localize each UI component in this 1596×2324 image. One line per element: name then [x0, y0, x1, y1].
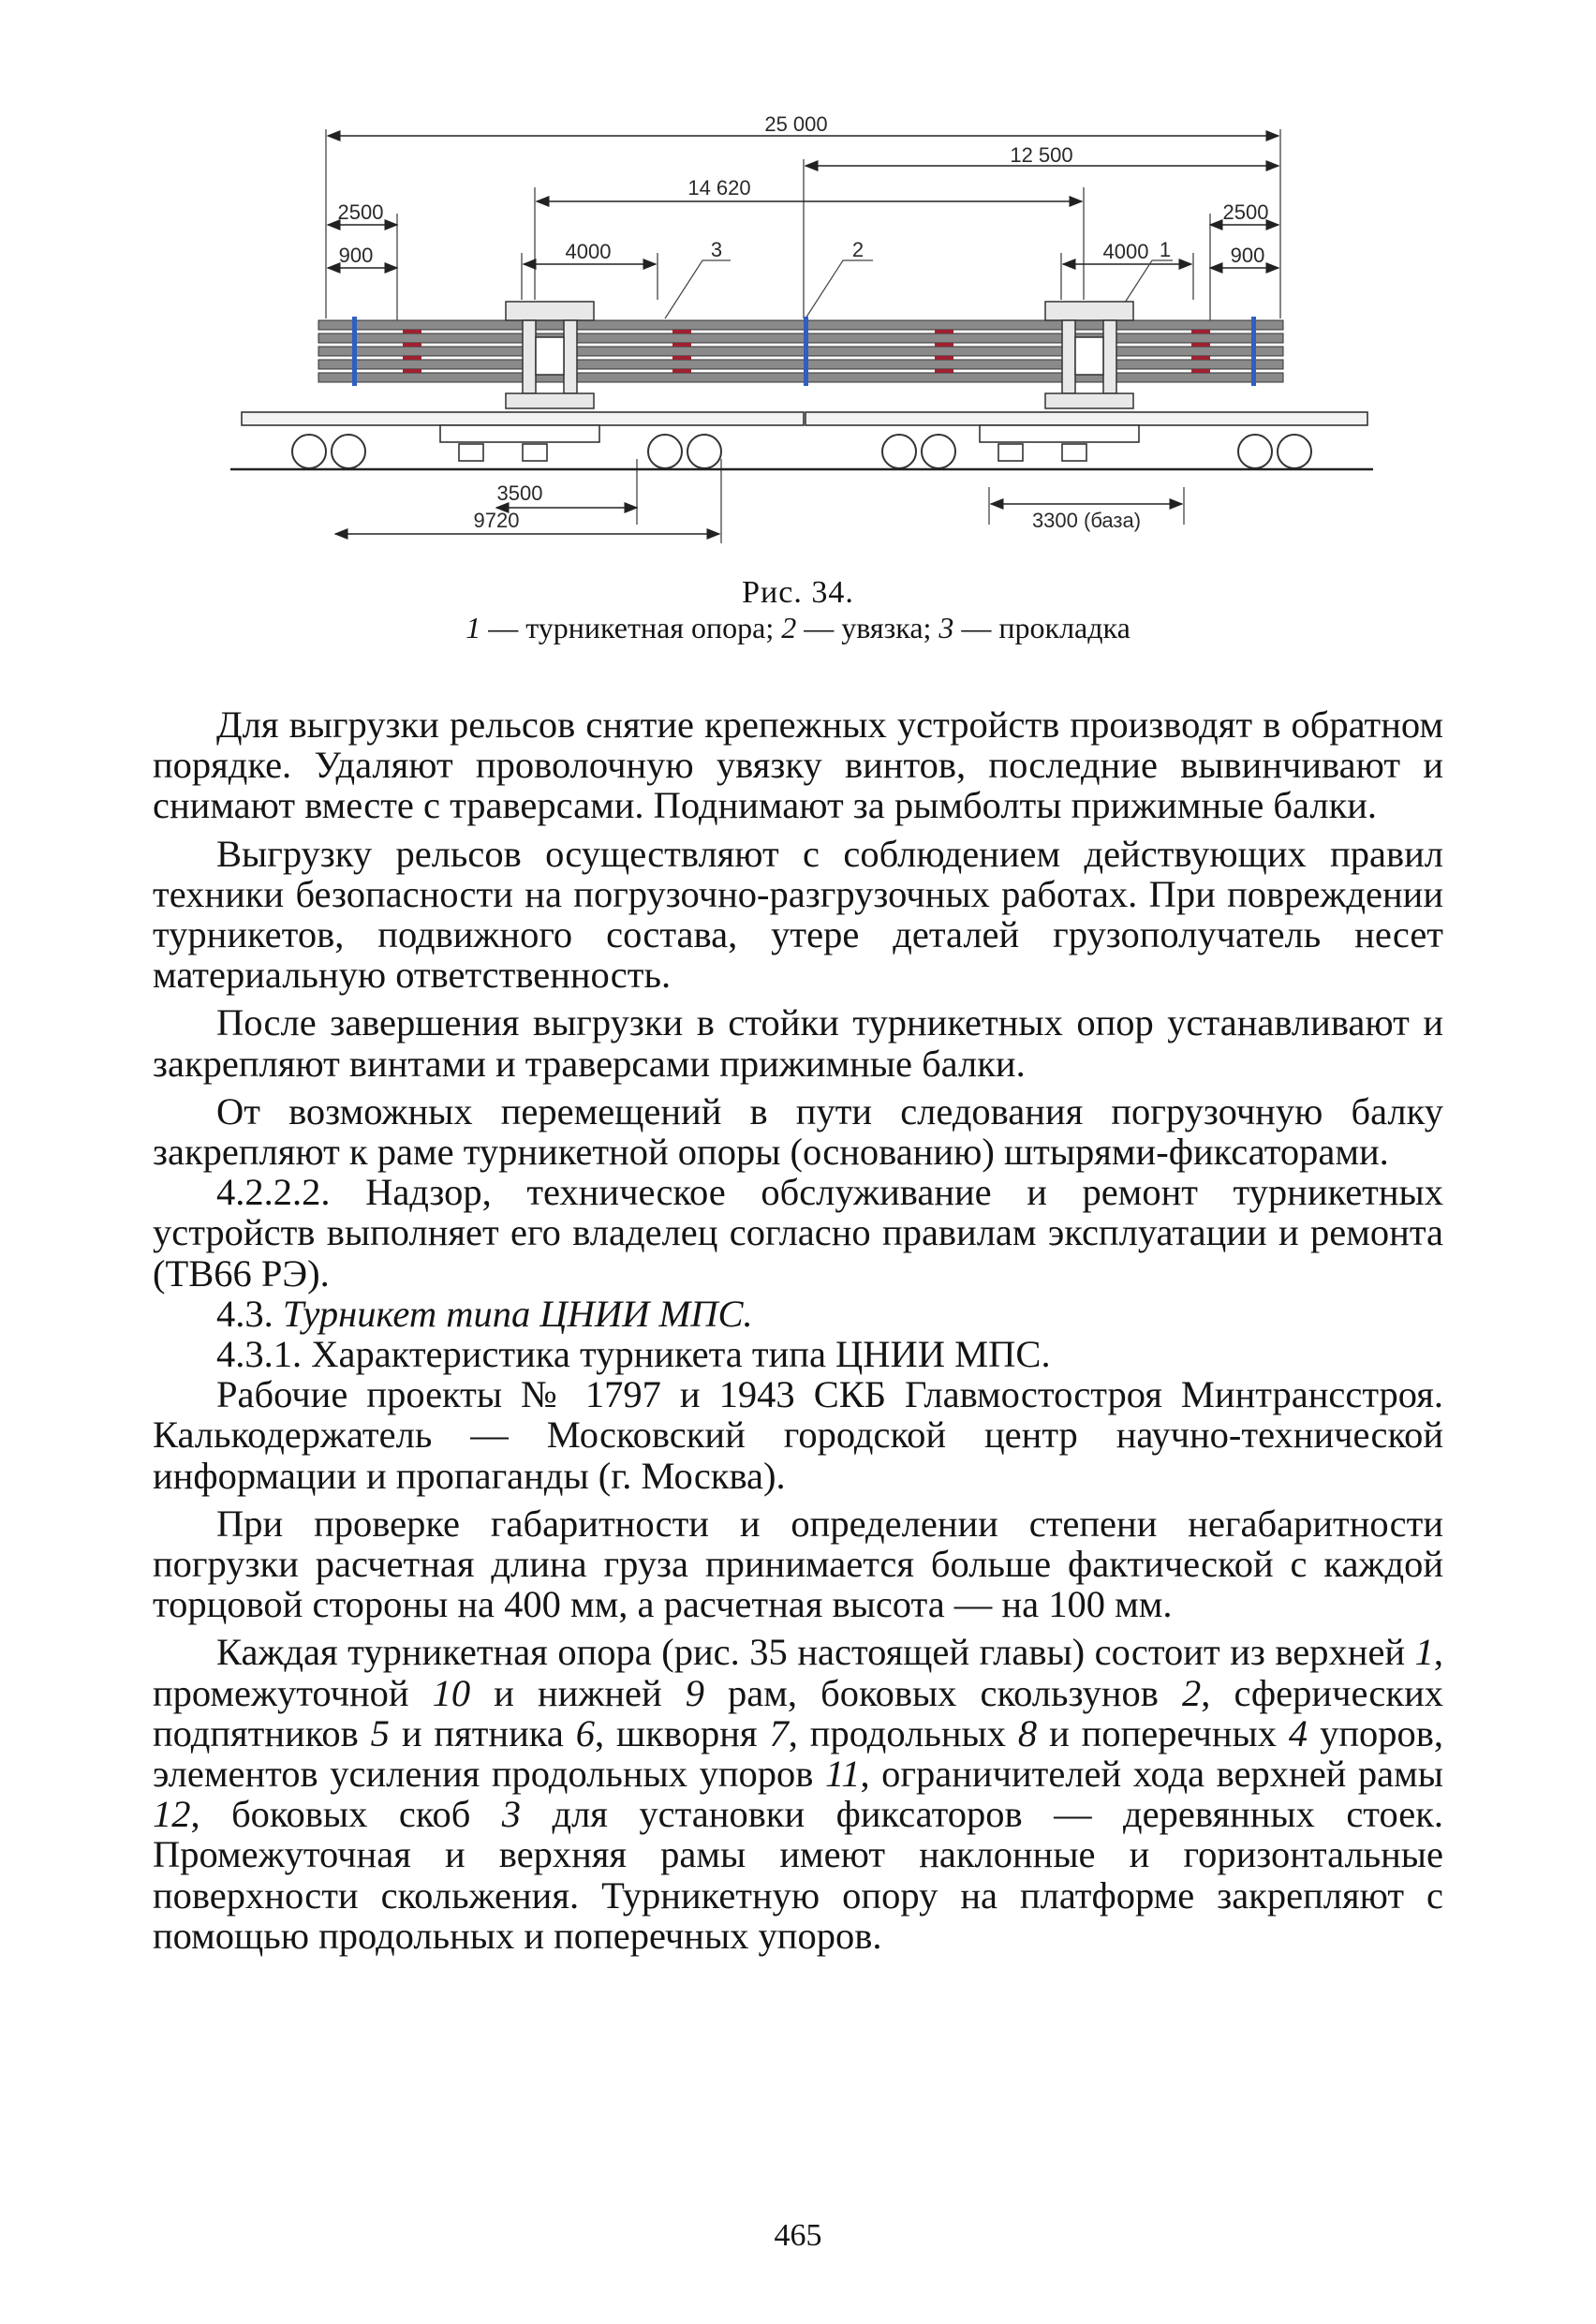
rail-stack: [318, 320, 1283, 382]
dim-end-right: 2500: [1222, 200, 1269, 224]
dim-offset-left: 900: [338, 244, 374, 267]
dim-end-left: 2500: [337, 200, 384, 224]
body-text: [153, 704, 1443, 1956]
subsection-heading: 4.3.1. Характеристика турникета типа ЦНИИ МПС.: [216, 1333, 1051, 1376]
paragraph: Для выгрузки рельсов снятие крепежных устройств производят в обратном порядке. Удаляют проволочную увязку винтов, последние вывинчивают и снимают вместе с траверсами. Поднимают за рымболты прижимные балки.: [153, 703, 1443, 827]
section-number: 4.3.: [216, 1292, 283, 1335]
paragraph: При проверке габаритности и определении степени негабаритности погрузки расчетная длина груза принимается больше фактической с каждой торцовой стороны на 400 мм, а расчетная высота — на 100 мм.: [153, 1502, 1443, 1626]
figure-legend: [0, 611, 1596, 645]
figure-34: [225, 112, 1377, 562]
legend-num-2: 2: [781, 611, 797, 644]
paragraph: От возможных перемещений в пути следования погрузочную балку закрепляют к раме турникетной опоры (основанию) штырями-фиксаторами.: [153, 1089, 1443, 1174]
page-number: 465: [774, 2218, 822, 2253]
paragraph: 4.2.2.2. Надзор, техническое обслуживание и ремонт турникетных устройств выполняет его владелец согласно правилам эксплуатации и ремонта (ТВ66 РЭ).: [153, 1171, 1443, 1295]
rail-loading-diagram: [225, 112, 1377, 562]
section-heading: [153, 1294, 1443, 1334]
figure-title: Рис. 34.: [742, 575, 854, 610]
section-title: Турникет типа ЦНИИ МПС.: [282, 1292, 753, 1335]
dim-half-length: 12 500: [1010, 143, 1073, 167]
dim-support-width-left: 4000: [565, 240, 612, 263]
legend-num-3: 3: [938, 611, 954, 644]
paragraph-components: Каждая турникетная опора (рис. 35 настоящей главы) состоит из верхней 1, промежуточной 10 и нижней 9 рам, боковых скользунов 2, сферических подпятников 5 и пятника 6, шкворня 7, продольных 8 и поперечных 4 упоров, элементов усиления продольных упоров 11, ограничителей хода верхней рамы 12, боковых скоб 3 для установки фиксаторов — деревянных стоек. Промежуточная и верхняя рамы имеют наклонные и горизонтальные поверхности скольжения. Турникетную опору на платформе закрепляют с помощью продольных и поперечных упоров.: [153, 1631, 1444, 1957]
platform-wagons: [242, 412, 1367, 461]
legend-text-2: — увязка;: [796, 611, 939, 644]
dim-total-length: 25 000: [764, 112, 828, 136]
legend-num-1: 1: [466, 611, 481, 644]
legend-text-1: — турникетная опора;: [480, 611, 782, 644]
callout-3: 3: [710, 238, 723, 261]
paragraph: Рабочие проекты № 1797 и 1943 СКБ Главмостостроя Минтрансстроя. Калькодержатель — Московский городской центр научно-технической информации и пропаганды (г. Москва).: [153, 1373, 1443, 1497]
callout-2: 2: [851, 238, 864, 261]
legend-text-3: — прокладка: [953, 611, 1130, 644]
dim-bottom-b: 9720: [473, 509, 520, 532]
dim-offset-right: 900: [1230, 244, 1265, 267]
paragraph: Выгрузку рельсов осуществляют с соблюдением действующих правил техники безопасности на погрузочно-разгрузочных работах. При повреждении турникетов, подвижного состава, утере деталей грузополучатель несет материальную ответственность.: [153, 832, 1443, 997]
callout-1: 1: [1159, 238, 1172, 261]
paragraph: После завершения выгрузки в стойки турникетных опор устанавливают и закрепляют винтами и траверсами прижимные балки.: [153, 1001, 1443, 1085]
dim-bottom-a: 3500: [496, 481, 543, 505]
dim-support-width-right: 4000: [1102, 240, 1149, 263]
dim-base: 3300 (база): [1031, 509, 1142, 532]
dim-support-spacing: 14 620: [687, 176, 751, 200]
